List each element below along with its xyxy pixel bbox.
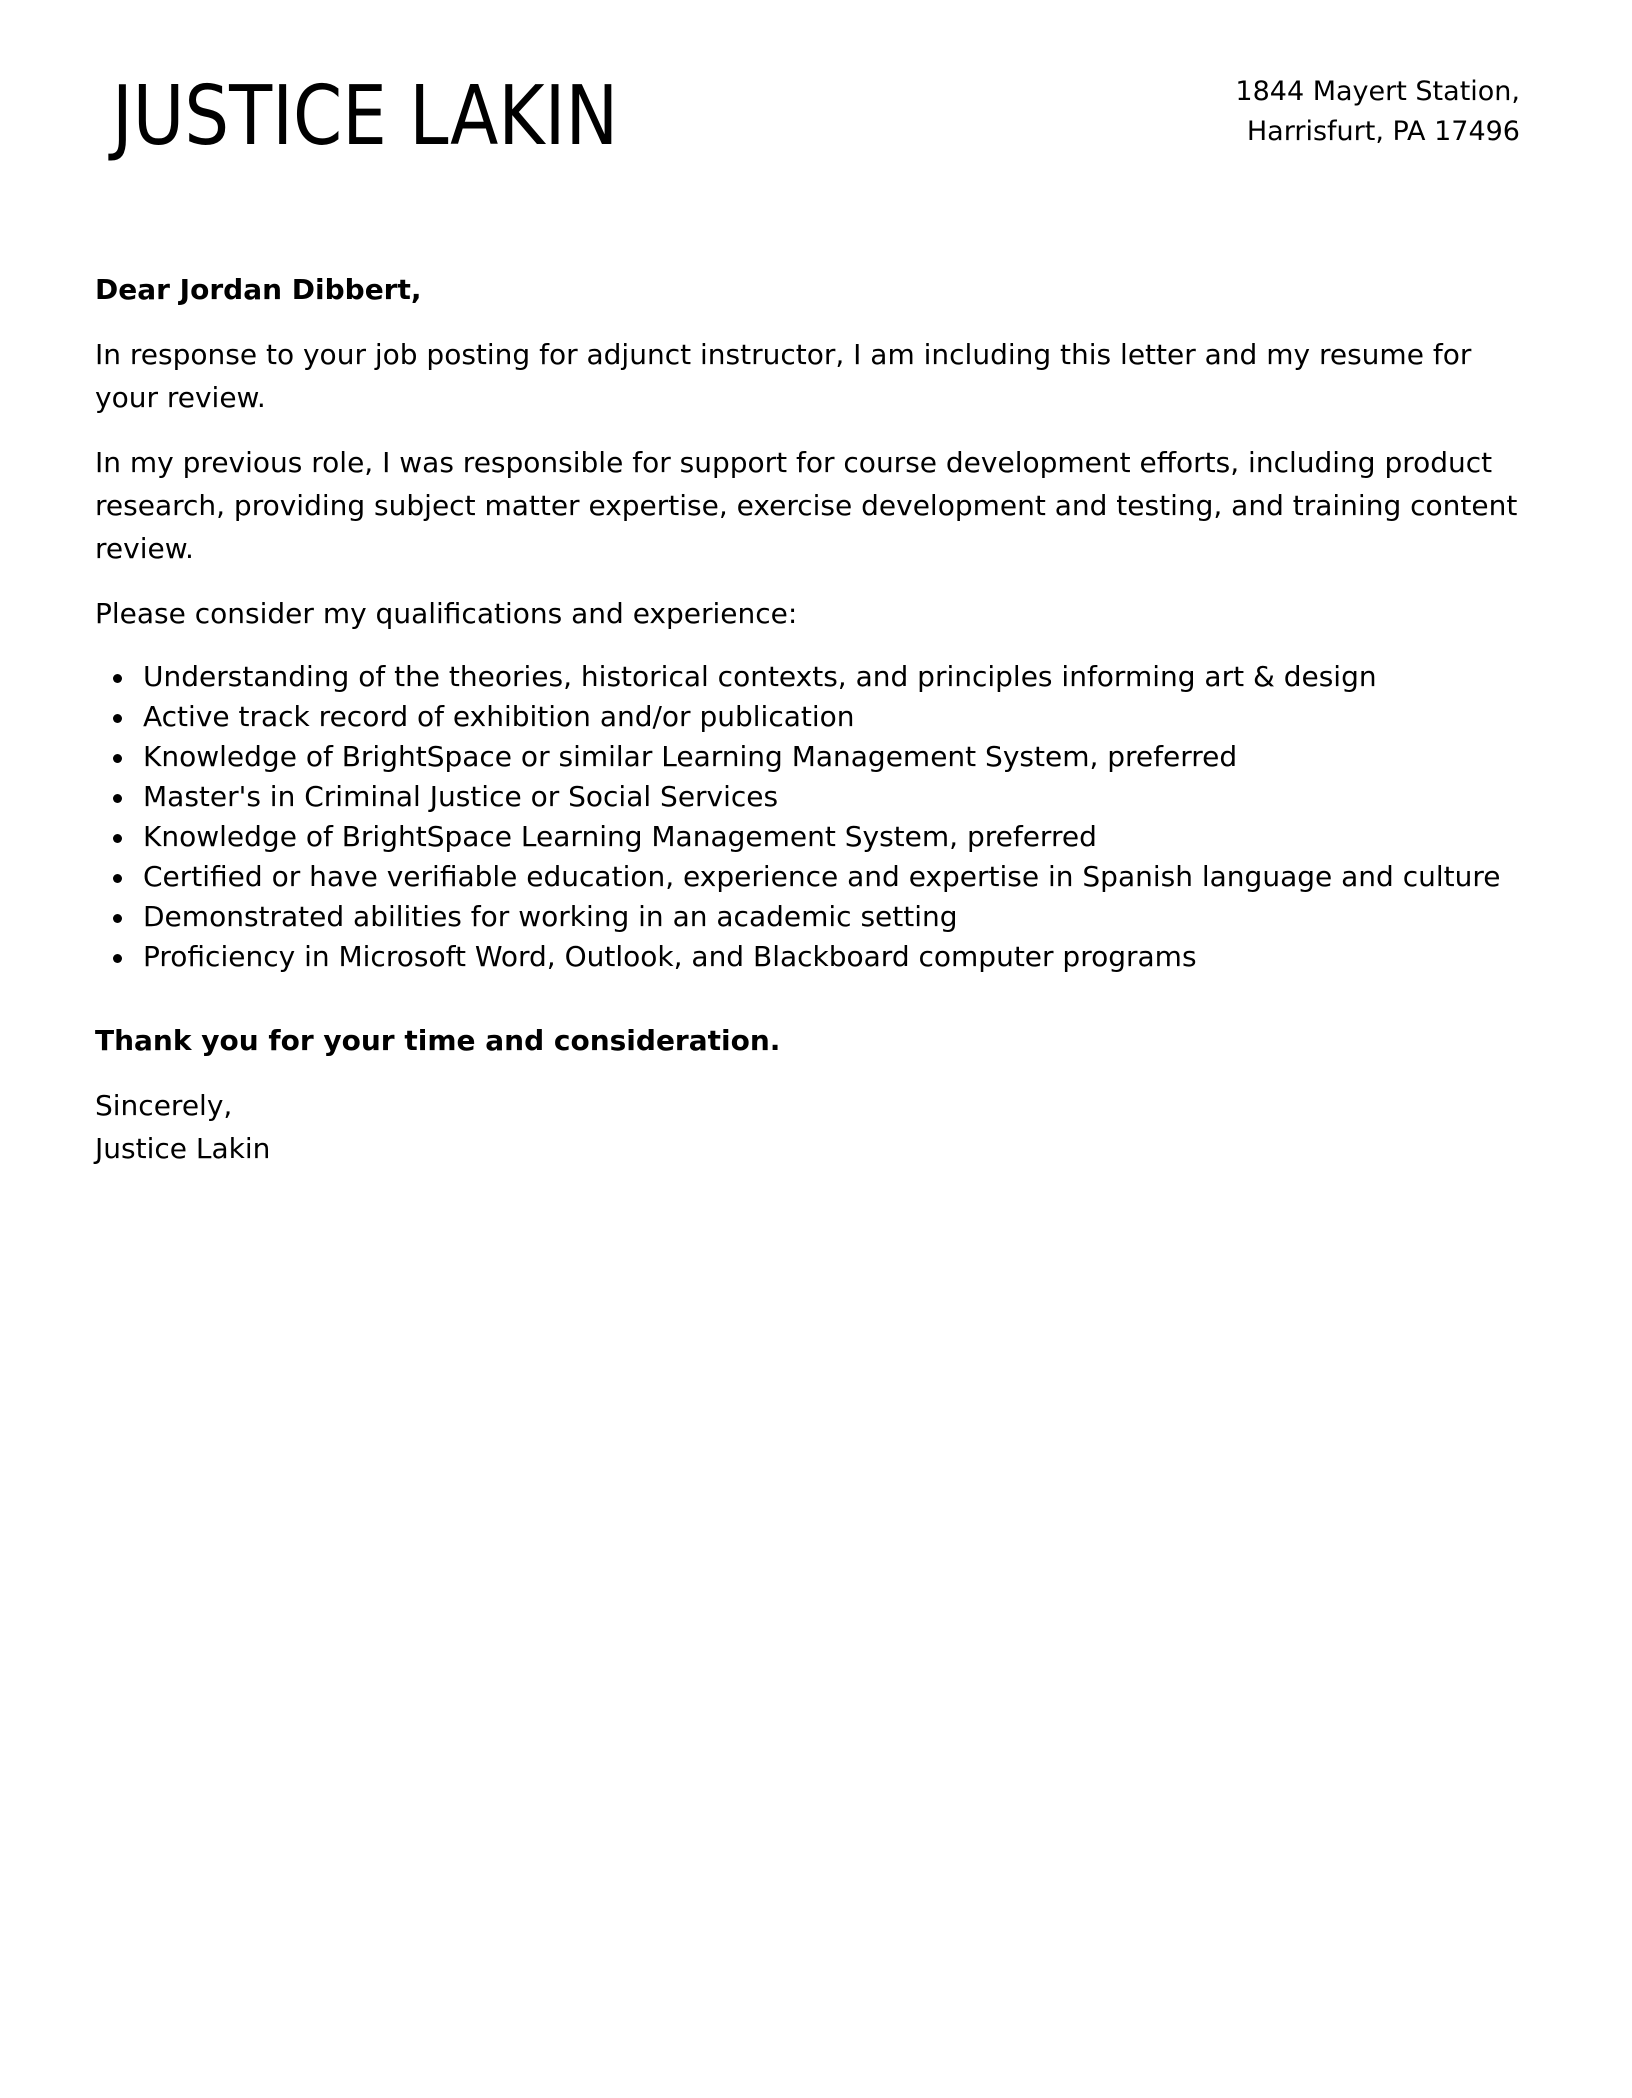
letter-body xyxy=(95,268,1535,1170)
bullet-icon xyxy=(113,714,122,723)
letter-header xyxy=(112,62,1520,172)
applicant-name: JUSTICE LAKIN xyxy=(112,69,619,164)
signature-name: Justice Lakin xyxy=(95,1132,271,1165)
qualification-text: Proficiency in Microsoft Word, Outlook, and Blackboard computer programs xyxy=(143,940,1197,973)
qualification-text: Knowledge of BrightSpace Learning Management System, preferred xyxy=(143,820,1097,853)
list-item xyxy=(95,737,1535,777)
qualification-text: Demonstrated abilities for working in an academic setting xyxy=(143,900,958,933)
list-item xyxy=(95,897,1535,937)
list-item xyxy=(95,777,1535,817)
paragraph-qualifications-intro: Please consider my qualifications and experience: xyxy=(95,597,798,630)
applicant-address xyxy=(1235,72,1520,152)
qualification-text: Understanding of the theories, historical contexts, and principles informing art & design xyxy=(143,660,1377,693)
address-line-2: Harrisfurt, PA 17496 xyxy=(1246,116,1520,147)
bullet-icon xyxy=(113,954,122,963)
list-item xyxy=(95,697,1535,737)
signoff: Sincerely, xyxy=(95,1089,233,1122)
thank-you-line: Thank you for your time and consideration. xyxy=(95,1024,781,1057)
qualification-text: Master's in Criminal Justice or Social Services xyxy=(143,780,779,813)
bullet-icon xyxy=(113,834,122,843)
bullet-icon xyxy=(113,874,122,883)
list-item xyxy=(95,937,1535,977)
qualifications-list xyxy=(95,657,1535,977)
address-line-1: 1844 Mayert Station, xyxy=(1235,76,1520,107)
closing xyxy=(95,1084,1535,1170)
qualification-text: Knowledge of BrightSpace or similar Learning Management System, preferred xyxy=(143,740,1238,773)
qualification-text: Certified or have verifiable education, experience and expertise in Spanish language and culture xyxy=(143,860,1501,893)
bullet-icon xyxy=(113,754,122,763)
list-item xyxy=(95,657,1535,697)
bullet-icon xyxy=(113,914,122,923)
bullet-icon xyxy=(113,794,122,803)
qualification-text: Active track record of exhibition and/or publication xyxy=(143,700,855,733)
paragraph-intro: In response to your job posting for adjunct instructor, I am including this letter and my resume for your review. xyxy=(95,338,1472,414)
paragraph-experience: In my previous role, I was responsible for support for course development efforts, including product research, providing subject matter expertise, exercise development and testing, and training content review. xyxy=(95,446,1518,565)
list-item xyxy=(95,857,1535,897)
list-item xyxy=(95,817,1535,857)
greeting: Dear Jordan Dibbert, xyxy=(95,273,422,306)
bullet-icon xyxy=(113,674,122,683)
